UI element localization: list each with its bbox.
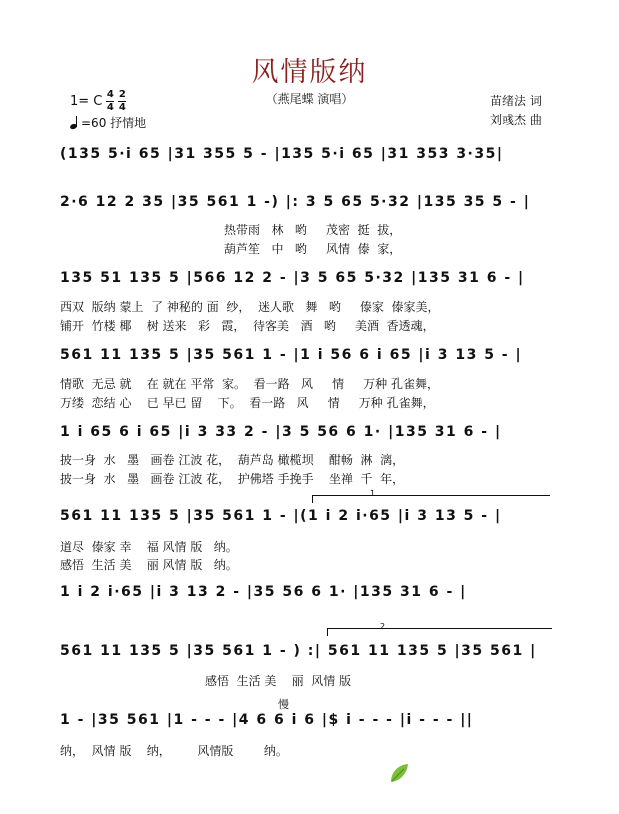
notation-line-9: 1 - |35 561 |1 - - - |4 6 6 i 6 |$ i - - - |i - - - || bbox=[60, 712, 474, 728]
lyric-line-2a: 热带雨 林 哟 茂密 挺 拔， bbox=[60, 223, 402, 237]
lyric-line-6a: 道尽 傣家 幸 福 风情 版 纳。 bbox=[60, 540, 238, 554]
meter-two-four: $\frac{2}{4}$ bbox=[118, 89, 126, 113]
lyricist-credit: 苗绪法 词 bbox=[490, 94, 542, 108]
second-ending-bracket bbox=[327, 628, 552, 629]
leaf-icon bbox=[388, 762, 410, 784]
notation-line-1: (135 5·i 65 |31 355 5 - |135 5·i 65 |31 353 3·35| bbox=[60, 146, 504, 162]
lyric-line-4b: 万缕 恋结 心 已 早已 留 下。 看一路 风 情 万种 孔雀舞， bbox=[60, 396, 435, 410]
meter-four-four: $\frac{4}{4}$ bbox=[106, 89, 114, 113]
tempo-text: =60 抒情地 bbox=[81, 116, 147, 130]
notation-line-3: 135 51 135 5 |566 12 2 - |3 5 65 5·32 |135 31 6 - | bbox=[60, 270, 525, 286]
quarter-note-icon bbox=[70, 116, 78, 129]
second-ending-number: 2 bbox=[380, 622, 386, 631]
lyric-line-5b: 披一身 水 墨 画卷 江波 花， 护佛塔 手挽手 坐禅 千 年， bbox=[60, 472, 405, 486]
second-ending-tick bbox=[327, 628, 328, 636]
singer-credit: （燕尾蝶 演唱） bbox=[265, 92, 354, 106]
composer-credit: 刘彧杰 曲 bbox=[490, 113, 542, 127]
song-title: 风情版纳 bbox=[251, 57, 368, 88]
lyric-line-9a: 纳， 风情 版 纳， 风情版 纳。 bbox=[60, 744, 288, 758]
key-signature bbox=[70, 90, 126, 113]
lyric-line-6b: 感悟 生活 美 丽 风情 版 纳。 bbox=[60, 558, 238, 572]
key-label: 1= C bbox=[70, 94, 103, 109]
lyric-line-8a: 感悟 生活 美 丽 风情 版 bbox=[60, 674, 352, 688]
first-ending-number: 1 bbox=[370, 489, 376, 498]
first-ending-bracket bbox=[312, 495, 550, 496]
lyric-line-2b: 葫芦笙 中 哟 风情 傣 家， bbox=[60, 242, 402, 256]
lyric-line-5a: 披一身 水 墨 画卷 江波 花， 葫芦岛 橄榄坝 酣畅 淋 漓， bbox=[60, 453, 405, 467]
notation-line-8: 561 11 135 5 |35 561 1 - ) :| 561 11 135 5 |35 561 | bbox=[60, 643, 537, 659]
first-ending-tick bbox=[312, 495, 313, 503]
notation-line-2: 2·6 12 2 35 |35 561 1 -) |: 3 5 65 5·32 |135 35 5 - | bbox=[60, 194, 531, 210]
notation-line-6: 561 11 135 5 |35 561 1 - |(1 i 2 i·65 |i 3 13 5 - | bbox=[60, 508, 502, 524]
tempo-marking bbox=[70, 114, 146, 131]
tempo-slow-mark: 慢 bbox=[278, 698, 289, 711]
notation-line-7: 1 i 2 i·65 |i 3 13 2 - |35 56 6 1· |135 31 6 - | bbox=[60, 584, 467, 600]
lyric-line-3a: 西双 版纳 蒙上 了 神秘的 面 纱， 迷人歌 舞 哟 傣家 傣家美， bbox=[60, 300, 440, 314]
lyric-line-4a: 情歌 无忌 就 在 就在 平常 家。 看一路 风 情 万种 孔雀舞， bbox=[60, 377, 439, 391]
lyric-line-3b: 铺开 竹楼 椰 树 送来 彩 霞， 待客美 酒 哟 美酒 香透魂， bbox=[60, 319, 435, 333]
notation-line-4: 561 11 135 5 |35 561 1 - |1 i 56 6 i 65 |i 3 13 5 - | bbox=[60, 347, 523, 363]
notation-line-5: 1 i 65 6 i 65 |i 3 33 2 - |3 5 56 6 1· |135 31 6 - | bbox=[60, 424, 502, 440]
